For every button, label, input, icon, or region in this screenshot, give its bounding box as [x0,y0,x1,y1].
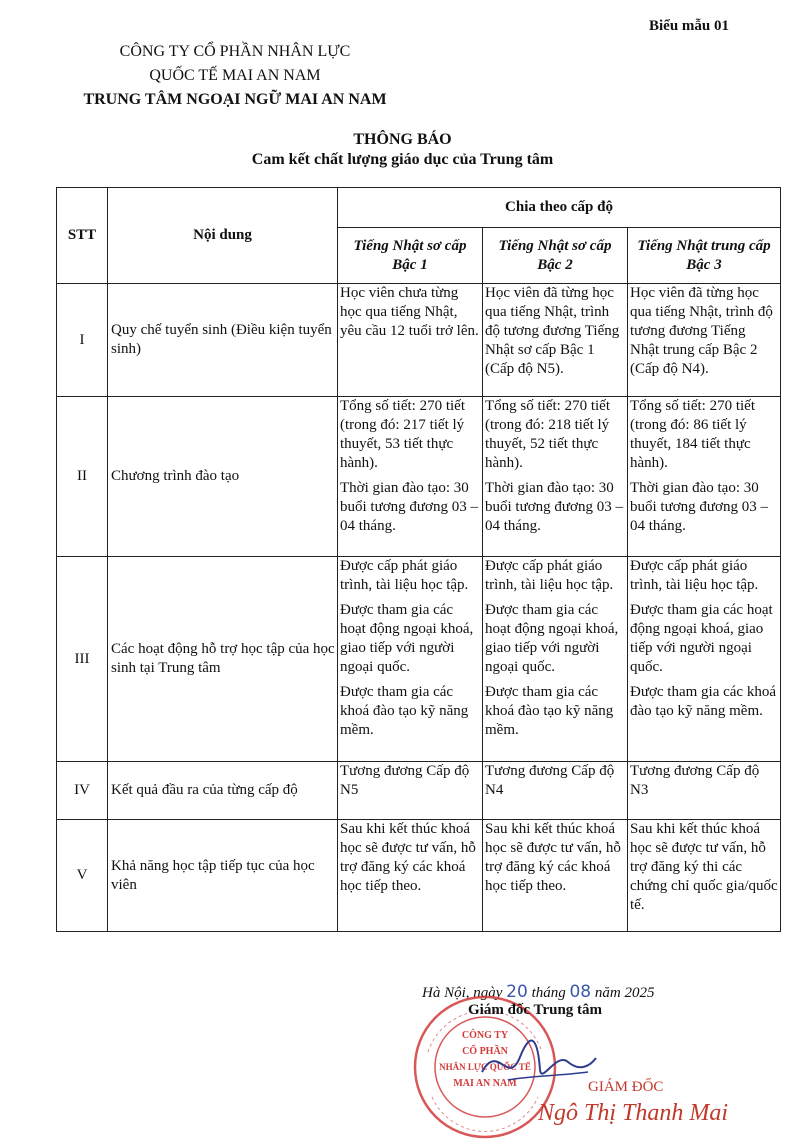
cell-text: Tổng số tiết: 270 tiết (trong đó: 218 tiết lý thuyết, 52 tiết thực hành). [485,398,610,471]
cell-text: Tương đương Cấp độ N3 [630,763,760,798]
svg-text:CỔ PHẦN: CỔ PHẦN [462,1046,508,1057]
director-title-stamp: GIÁM ĐỐC [588,1079,664,1095]
row-cell [338,820,483,932]
row-content: Quy chế tuyển sinh (Điều kiện tuyển sinh) [108,284,338,397]
notice-subtitle: Cam kết chất lượng giáo dục của Trung tâm [251,151,554,168]
svg-text:MAI AN NAM: MAI AN NAM [453,1078,517,1089]
row-cell [338,397,483,557]
organization-header [0,40,470,112]
cell-text: Được cấp phát giáo trình, tài liệu học tập. [630,558,759,593]
level-grade: Bậc 2 [537,256,573,273]
date-month: 08 [569,982,592,1002]
row-stt: II [57,397,108,557]
row-stt: I [57,284,108,397]
row-stt: III [57,557,108,762]
row-cell [628,820,781,932]
cell-text: Được cấp phát giáo trình, tài liệu học tập. [485,558,614,593]
director-name-stamp: Ngô Thị Thanh Mai [538,1100,729,1126]
row-stt: IV [57,762,108,820]
notice-heading [0,130,805,170]
table-row [57,397,781,557]
date-place: Hà Nội, ngày [422,985,503,1001]
table-row [57,557,781,762]
header-stt: STT [57,188,108,284]
cell-text: Được tham gia các khoá đào tạo kỹ năng mềm. [630,684,777,719]
handwritten-signature-icon [478,1032,598,1092]
row-stt: V [57,820,108,932]
row-content: Khả năng học tập tiếp tục của học viên [108,820,338,932]
row-cell [628,557,781,762]
signer-role: Giám đốc Trung tâm [468,1002,603,1018]
cell-text: Sau khi kết thúc khoá học sẽ được tư vấn, hỗ trợ đăng ký các khoá học tiếp theo. [485,821,621,894]
date-month-label: tháng [531,985,566,1001]
row-cell [483,557,628,762]
level-grade: Bậc 1 [392,256,428,273]
cell-text: Tương đương Cấp độ N5 [340,763,470,798]
row-cell [628,284,781,397]
level-grade: Bậc 3 [686,256,722,273]
header-content: Nội dung [108,188,338,284]
row-cell [338,557,483,762]
cell-text: Được tham gia các hoạt động ngoại khoá, giao tiếp với người ngoại quốc. [340,602,474,675]
row-cell [338,284,483,397]
cell-text: Thời gian đào tạo: 30 buổi tương đương 03 – 04 tháng. [630,480,768,534]
row-content: Các hoạt động hỗ trợ học tập của học sinh tại Trung tâm [108,557,338,762]
cell-text: Sau khi kết thúc khoá học sẽ được tư vấn, hỗ trợ đăng ký thi các chứng chỉ quốc gia/quốc tế. [630,821,778,913]
table-row [57,820,781,932]
svg-text:CÔNG TY: CÔNG TY [461,1030,509,1041]
org-line-1: CÔNG TY CỔ PHẦN NHÂN LỰC [119,43,351,60]
cell-text: Tổng số tiết: 270 tiết (trong đó: 217 tiết lý thuyết, 53 tiết thực hành). [340,398,465,471]
level-name: Tiếng Nhật sơ cấp [353,237,467,254]
row-cell [483,397,628,557]
table-row [57,284,781,397]
level-header-3 [628,228,781,284]
row-cell [483,762,628,820]
date-day: 20 [506,982,528,1002]
cell-text: Được tham gia các hoạt động ngoại khoá, giao tiếp với người ngoại quốc. [630,602,773,675]
cell-text: Tổng số tiết: 270 tiết (trong đó: 86 tiết lý thuyết, 184 tiết thực hành). [630,398,755,471]
cell-text: Được tham gia các hoạt động ngoại khoá, giao tiếp với người ngoại quốc. [485,602,619,675]
cell-text: Được tham gia các khoá đào tạo kỹ năng mềm. [340,684,469,738]
table-row [57,762,781,820]
notice-title: THÔNG BÁO [353,131,452,148]
org-line-3: TRUNG TÂM NGOẠI NGỮ MAI AN NAM [83,91,387,108]
org-line-2: QUỐC TẾ MAI AN NAM [149,67,321,84]
row-cell [483,820,628,932]
level-name: Tiếng Nhật trung cấp [637,237,771,254]
cell-text: Học viên đã từng học qua tiếng Nhật, trình độ tương đương Tiếng Nhật trung cấp Bậc 2 (Cấp độ N4). [630,285,773,377]
cell-text: Thời gian đào tạo: 30 buổi tương đương 03 – 04 tháng. [485,480,623,534]
cell-text: Thời gian đào tạo: 30 buổi tương đương 03 – 04 tháng. [340,480,478,534]
cell-text: Được cấp phát giáo trình, tài liệu học tập. [340,558,469,593]
level-header-1 [338,228,483,284]
cell-text: Học viên đã từng học qua tiếng Nhật, trình độ tương đương Tiếng Nhật sơ cấp Bậc 1 (Cấp độ N5). [485,285,620,377]
row-content: Chương trình đào tạo [108,397,338,557]
cell-text: Được tham gia các khoá đào tạo kỹ năng mềm. [485,684,614,738]
cell-text: Học viên chưa từng học qua tiếng Nhật, yêu cầu 12 tuổi trở lên. [340,285,479,339]
row-cell [628,762,781,820]
level-name: Tiếng Nhật sơ cấp [498,237,612,254]
row-content: Kết quả đầu ra của từng cấp độ [108,762,338,820]
row-cell [483,284,628,397]
row-cell [628,397,781,557]
quality-commitment-table [56,187,781,932]
row-cell [338,762,483,820]
form-number: Biểu mẫu 01 [648,18,729,34]
level-header-2 [483,228,628,284]
cell-text: Sau khi kết thúc khoá học sẽ được tư vấn, hỗ trợ đăng ký các khoá học tiếp theo. [340,821,476,894]
cell-text: Tương đương Cấp độ N4 [485,763,615,798]
date-year: năm 2025 [594,985,655,1001]
svg-text:NHÂN LỰC QUỐC TẾ: NHÂN LỰC QUỐC TẾ [439,1062,531,1072]
header-level-group: Chia theo cấp độ [338,188,781,228]
